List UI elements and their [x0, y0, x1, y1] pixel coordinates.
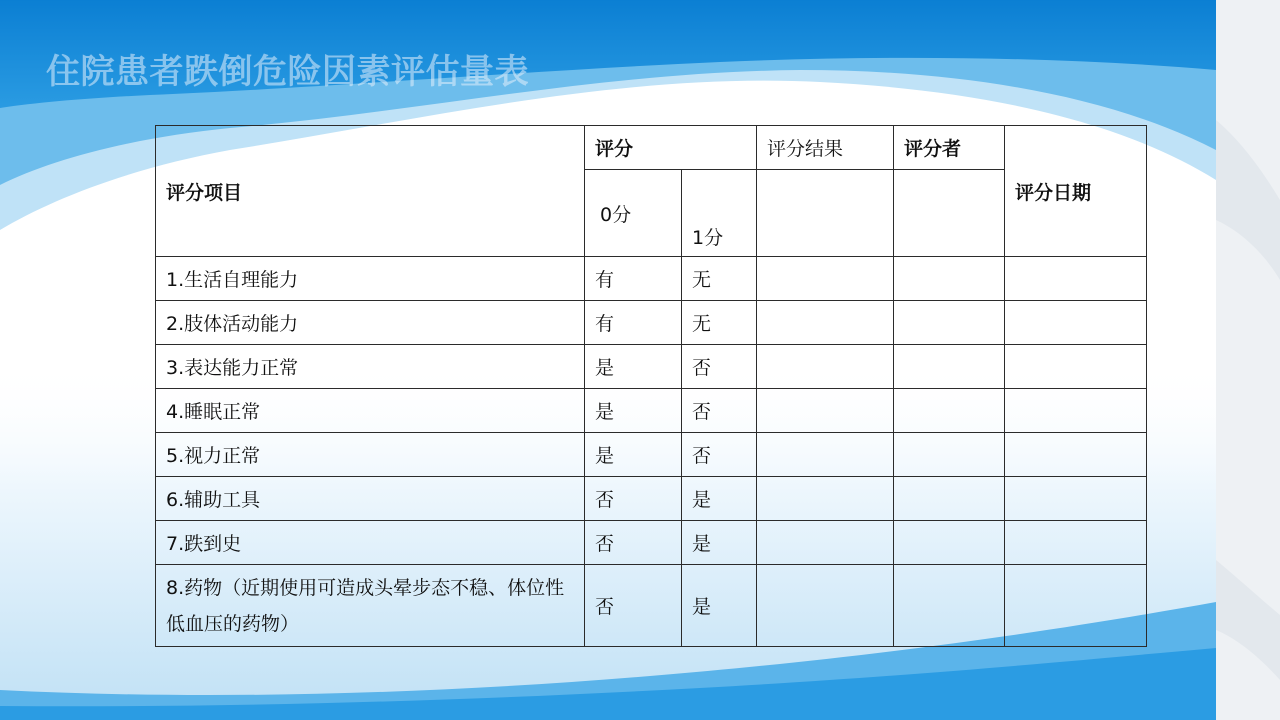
row-assessor[interactable]: [894, 345, 1005, 389]
row-score-1: 否: [682, 345, 757, 389]
row-date[interactable]: [1005, 565, 1147, 647]
row-score-0: 否: [585, 565, 682, 647]
row-assessor[interactable]: [894, 565, 1005, 647]
header-result: 评分结果: [757, 126, 894, 170]
row-score-1: 是: [682, 477, 757, 521]
header-row-1: [156, 126, 1147, 170]
row-score-0: 有: [585, 257, 682, 301]
table-row: [156, 301, 1147, 345]
slide-title: 住院患者跌倒危险因素评估量表: [46, 52, 529, 92]
row-assessor[interactable]: [894, 389, 1005, 433]
row-item: 3.表达能力正常: [156, 345, 585, 389]
row-score-1: 是: [682, 521, 757, 565]
row-assessor[interactable]: [894, 433, 1005, 477]
table-row: [156, 389, 1147, 433]
assessor-header-blank: [894, 170, 1005, 257]
header-score: 评分: [585, 126, 757, 170]
row-assessor[interactable]: [894, 477, 1005, 521]
header-score-1: 1分: [682, 170, 757, 257]
row-score-1: 否: [682, 389, 757, 433]
row-date[interactable]: [1005, 301, 1147, 345]
row-date[interactable]: [1005, 345, 1147, 389]
table-row: [156, 521, 1147, 565]
row-date[interactable]: [1005, 433, 1147, 477]
table-row: [156, 565, 1147, 647]
row-item: 2.肢体活动能力: [156, 301, 585, 345]
row-date[interactable]: [1005, 521, 1147, 565]
fall-risk-score-table: [155, 125, 1147, 647]
row-item: 1.生活自理能力: [156, 257, 585, 301]
row-result[interactable]: [757, 521, 894, 565]
row-score-1: 否: [682, 433, 757, 477]
row-score-1: 是: [682, 565, 757, 647]
table-row: [156, 477, 1147, 521]
row-item: 7.跌到史: [156, 521, 585, 565]
row-item: 5.视力正常: [156, 433, 585, 477]
row-score-0: 是: [585, 389, 682, 433]
row-score-0: 是: [585, 433, 682, 477]
row-result[interactable]: [757, 565, 894, 647]
header-item: 评分项目: [156, 126, 585, 257]
row-date[interactable]: [1005, 477, 1147, 521]
row-item: 6.辅助工具: [156, 477, 585, 521]
row-assessor[interactable]: [894, 301, 1005, 345]
row-assessor[interactable]: [894, 521, 1005, 565]
row-score-1: 无: [682, 301, 757, 345]
row-item: 8.药物（近期使用可造成头晕步态不稳、体位性低血压的药物）: [156, 565, 585, 647]
row-result[interactable]: [757, 301, 894, 345]
row-result[interactable]: [757, 477, 894, 521]
row-score-1: 无: [682, 257, 757, 301]
row-score-0: 是: [585, 345, 682, 389]
row-assessor[interactable]: [894, 257, 1005, 301]
row-result[interactable]: [757, 345, 894, 389]
row-item: 4.睡眠正常: [156, 389, 585, 433]
result-header-blank: [757, 170, 894, 257]
row-score-0: 有: [585, 301, 682, 345]
row-score-0: 否: [585, 477, 682, 521]
row-result[interactable]: [757, 389, 894, 433]
table-row: [156, 257, 1147, 301]
header-assessor: 评分者: [894, 126, 1005, 170]
row-score-0: 否: [585, 521, 682, 565]
row-date[interactable]: [1005, 389, 1147, 433]
row-result[interactable]: [757, 433, 894, 477]
header-date: 评分日期: [1005, 126, 1147, 257]
table-row: [156, 345, 1147, 389]
row-result[interactable]: [757, 257, 894, 301]
header-score-0: 0分: [585, 170, 682, 257]
table-row: [156, 433, 1147, 477]
row-date[interactable]: [1005, 257, 1147, 301]
